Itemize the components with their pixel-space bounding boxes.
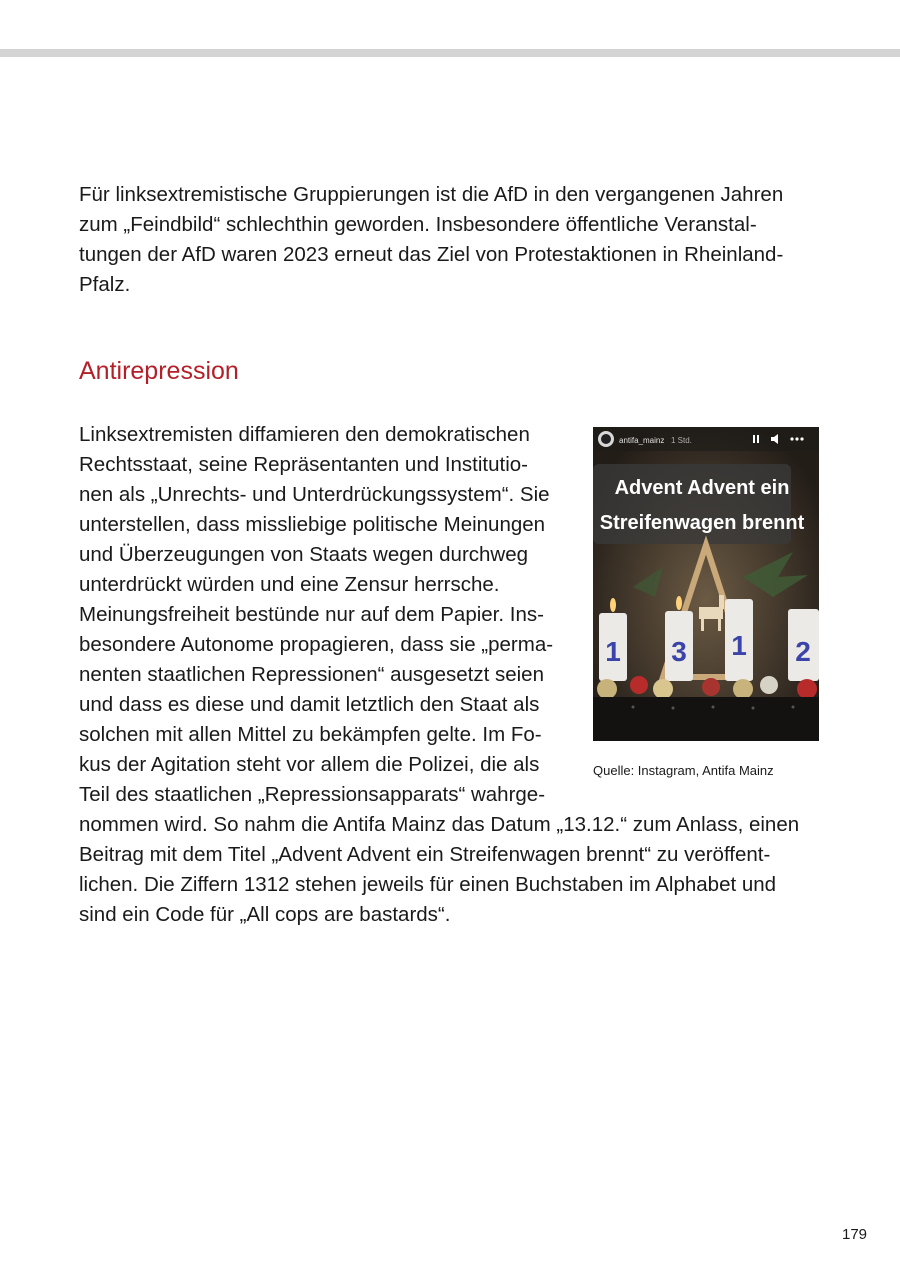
intro-line: Pfalz.	[79, 273, 131, 296]
antifa-logo-icon	[601, 434, 611, 444]
body-line: Linksextremisten diffamieren den demokratischen	[79, 423, 530, 446]
candle-number: 3	[671, 636, 687, 667]
figure-caption: Quelle: Instagram, Antifa Mainz	[593, 763, 774, 778]
story-time: 1 Std.	[671, 436, 692, 445]
more-options-icon	[790, 437, 803, 440]
body-line: und Überzeugungen von Staats wegen durchweg	[79, 543, 529, 566]
body-line: nen als „Unrechts- und Unterdrückungssystem“. Sie	[79, 483, 550, 506]
section-heading: Antirepression	[79, 357, 239, 385]
body-line: und dass es diese und damit letztlich den Staat als	[79, 693, 540, 716]
story-title-line2: Streifenwagen brennt	[599, 512, 805, 534]
intro-line: zum „Feindbild“ schlechthin geworden. Insbesondere öffentliche Veranstal-	[79, 213, 757, 236]
intro-line: tungen der AfD waren 2023 erneut das Ziel von Protestaktionen in Rheinland-	[79, 243, 784, 266]
body-line: nenten staatlichen Repressionen“ ausgesetzt seien	[79, 663, 544, 686]
story-account: antifa_mainz	[619, 436, 665, 445]
body-line: unterstellen, dass missliebige politische Meinungen	[79, 513, 546, 536]
page-number: 179	[842, 1226, 868, 1243]
candle-4	[788, 609, 819, 681]
body-line: solchen mit allen Mittel zu bekämpfen gelte. Im Fo-	[79, 723, 542, 746]
candle-number: 1	[731, 630, 747, 661]
top-rule	[0, 49, 900, 57]
table-edge	[593, 697, 819, 741]
candle-3	[725, 599, 753, 681]
body-line: nommen wird. So nahm die Antifa Mainz das Datum „13.12.“ zum Anlass, einen	[79, 813, 800, 836]
candle-number: 2	[795, 636, 811, 667]
body-line: Rechtsstaat, seine Repräsentanten und Institutio-	[79, 453, 528, 476]
story-illustration	[593, 427, 819, 741]
body-line: besondere Autonome propagieren, dass sie „perma-	[79, 633, 554, 656]
body-line: lichen. Die Ziffern 1312 stehen jeweils für einen Buchstaben im Alphabet und	[79, 873, 777, 896]
body-line: Teil des staatlichen „Repressionsapparats“ wahrge-	[79, 783, 546, 806]
body-line: kus der Agitation steht vor allem die Polizei, die als	[79, 753, 540, 776]
intro-paragraph	[79, 180, 819, 300]
intro-line: Für linksextremistische Gruppierungen ist die AfD in den vergangenen Jahren	[79, 183, 784, 206]
instagram-story-image	[593, 427, 819, 741]
story-title-line1: Advent Advent ein	[614, 477, 790, 499]
body-line: Meinungsfreiheit bestünde nur auf dem Papier. Ins-	[79, 603, 544, 626]
candle-number: 1	[605, 636, 621, 667]
body-line: sind ein Code für „All cops are bastards“.	[79, 903, 451, 926]
body-line: unterdrückt würden und eine Zensur herrsche.	[79, 573, 500, 596]
body-line: Beitrag mit dem Titel „Advent Advent ein Streifenwagen brennt“ zu veröffent-	[79, 843, 771, 866]
